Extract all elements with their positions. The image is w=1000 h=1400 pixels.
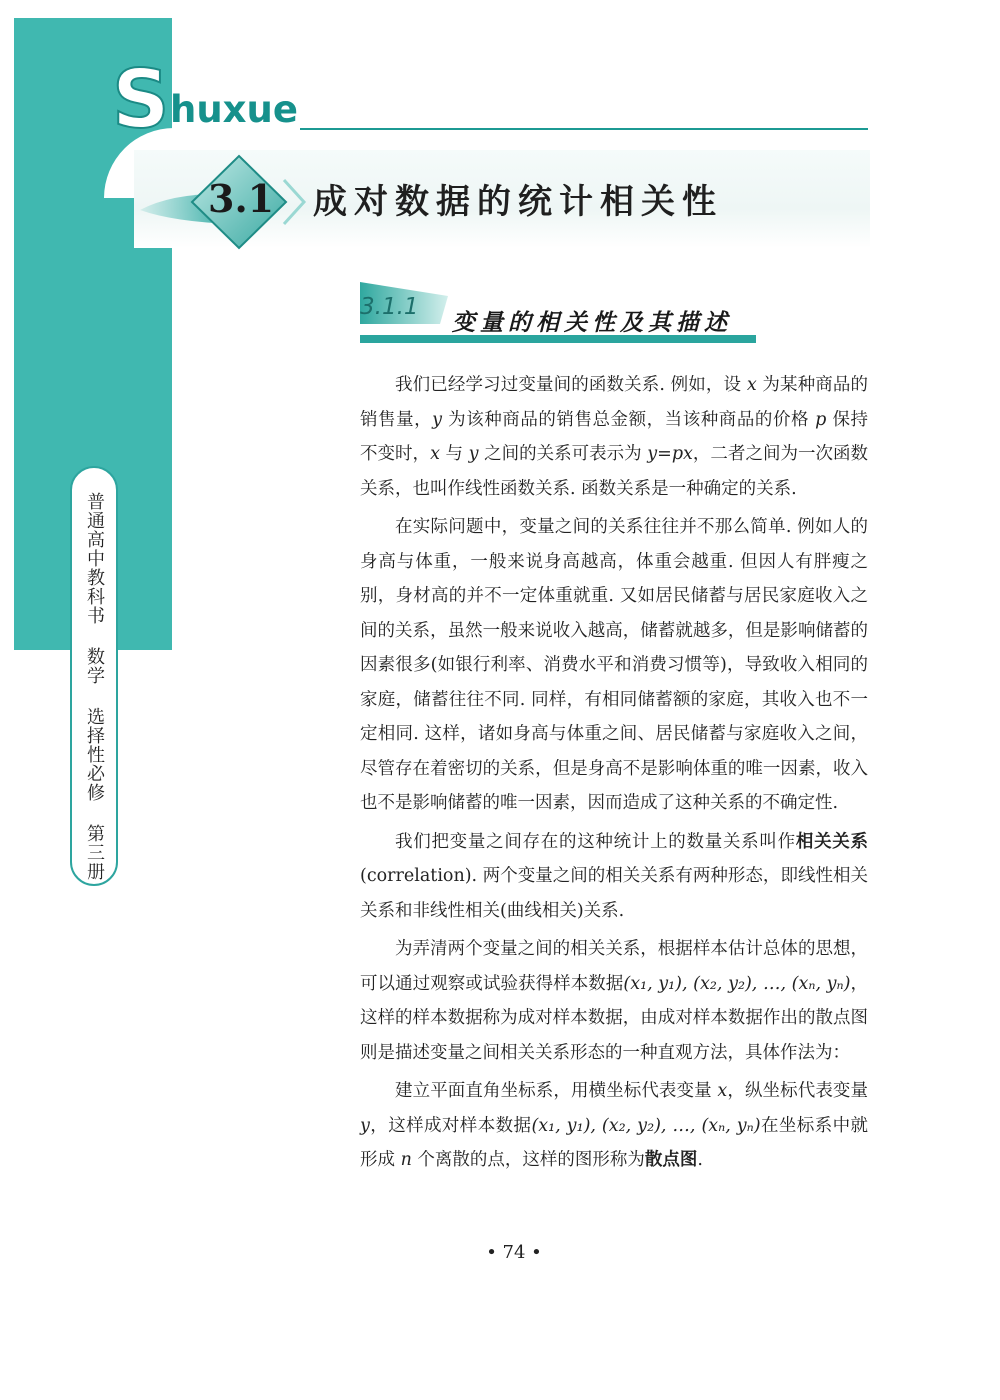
term-correlation: 相关关系 — [795, 831, 869, 852]
subsection-title: 变量的相关性及其描述 — [452, 310, 732, 336]
subsection-heading — [360, 278, 760, 348]
book-info-sidebar — [70, 466, 118, 886]
paragraph-2: 在实际问题中，变量之间的关系往往并不那么简单. 例如人的身高与体重，一般来说身高越高，体重会越重. 但因人有胖瘦之别，身材高的并不一定体重就重. 又如居民储蓄与居民家庭收入之间的关系，虽然一般来说收入越高，储蓄就越多，但是影响储蓄的因素很多(如银行利率、消费水平和消费习惯等)，导致收入相同的家庭，储蓄往往不同. 同样，有相同储蓄额的家庭，其收入也不一定相同. 这样，诸如身高与体重之间、居民储蓄与家庭收入之间，尽管存在着密切的关系，但是身高不是影响体重的唯一因素，收入也不是影响储蓄的唯一因素，因而造成了这种关系的不确定性. — [360, 517, 868, 813]
paragraph-3: 我们把变量之间存在的这种统计上的数量关系叫作相关关系(correlation). 两个变量之间的相关关系有两种形态，即线性相关关系和非线性相关(曲线相关)关系. — [360, 831, 869, 921]
body-text — [360, 368, 868, 1182]
book-info-text: 普通高中教科书 数学 选择性必修 第三册 — [84, 492, 105, 881]
header-rule — [300, 128, 868, 130]
brand-name: huxue — [170, 88, 298, 131]
brand-initial: S — [112, 53, 170, 146]
paragraph-4: 为弄清两个变量之间的相关关系，根据样本估计总体的思想，可以通过观察或试验获得样本数据(x₁, y₁), (x₂, y₂), …, (xₙ, yₙ)，这样的样本数据称为成对样本数据，由成对样本数据作出的散点图则是描述变量之间相关关系形态的一种直观方法，具体作法为： — [360, 939, 869, 1063]
section-number: 3.1 — [208, 176, 275, 221]
paragraph-1: 我们已经学习过变量间的函数关系. 例如，设 x 为某种商品的销售量，y 为该种商品的销售总金额，当该种商品的价格 p 保持不变时，x 与 y 之间的关系可表示为 y=px，二者之间为一次函数关系，也叫作线性函数关系. 函数关系是一种确定的关系. — [360, 375, 869, 499]
paragraph-5: 建立平面直角坐标系，用横坐标代表变量 x，纵坐标代表变量 y，这样成对样本数据(x₁, y₁), (x₂, y₂), …, (xₙ, yₙ)在坐标系中就形成 n 个离散的点，这样的图形称为散点图. — [360, 1081, 869, 1170]
section-title: 成对数据的统计相关性 — [313, 182, 723, 222]
term-scatter-plot: 散点图 — [644, 1150, 698, 1170]
subsection-number: 3.1.1 — [360, 294, 419, 320]
page-number: • 74 • — [486, 1242, 542, 1263]
